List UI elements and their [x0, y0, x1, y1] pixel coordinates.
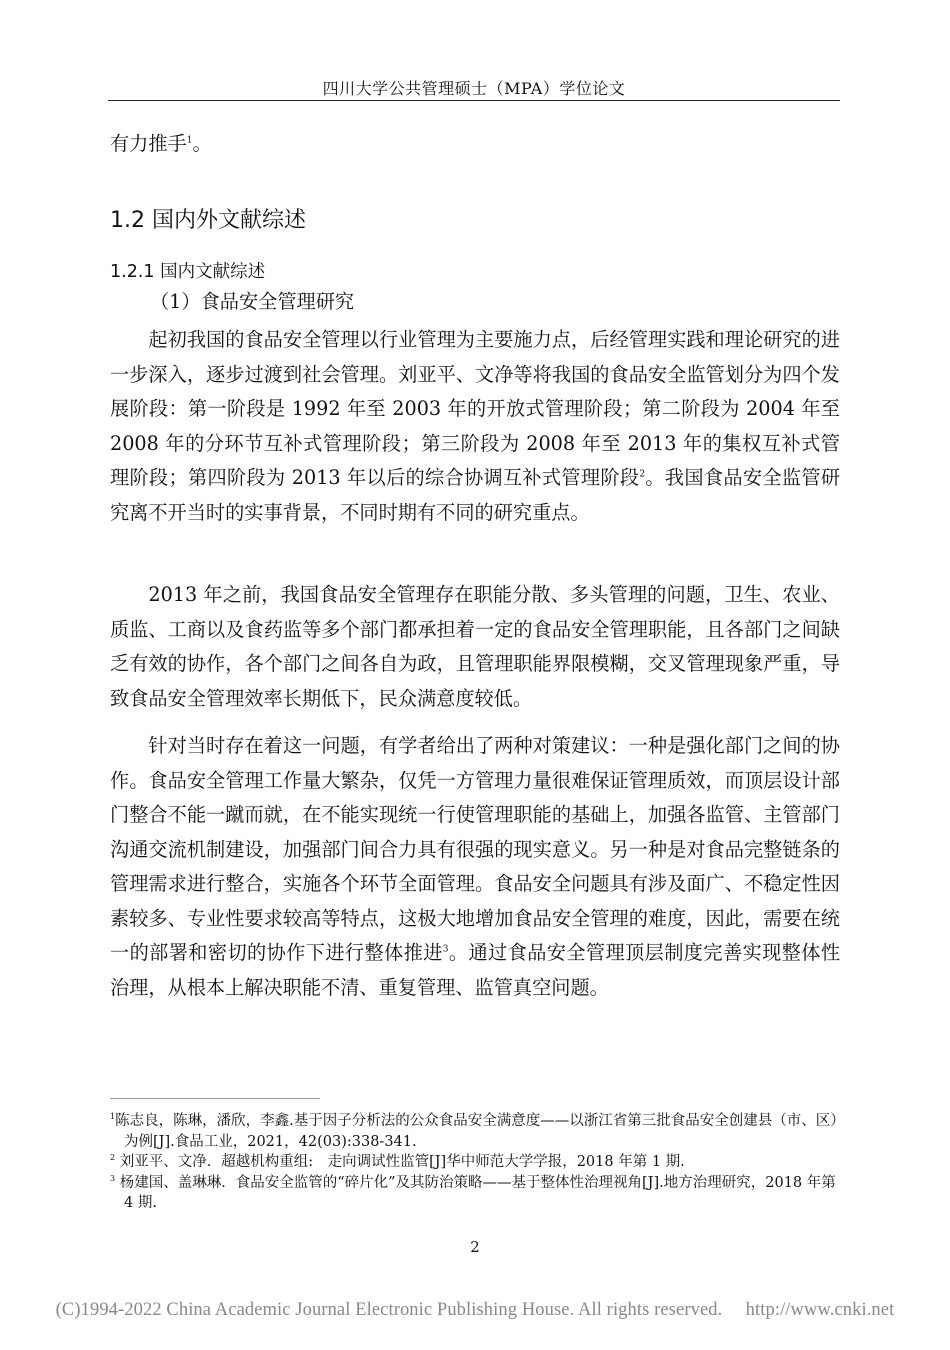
footnote-ref-2[interactable]: 2: [639, 469, 646, 480]
paragraph-continuation: [110, 127, 840, 162]
footnotes: [110, 1111, 840, 1214]
subsection-heading: 1.2.1 国内文献综述: [110, 262, 266, 282]
footnote-mark: 1: [110, 1112, 116, 1122]
header-rule: [108, 100, 840, 101]
copyright-watermark: (C)1994-2022 China Academic Journal Electronic Publishing House. All rights reserved. http://www.cnki.net: [55, 1300, 895, 1320]
footnote-1: [110, 1111, 840, 1152]
paragraph-text: 有力推手: [110, 132, 187, 155]
footnote-text: 刘亚平、文净．超越机构重组: 走向调试性监管[J]华中师范大学学报，2018 年第 1 期.: [115, 1154, 685, 1170]
footnote-mark: 2: [110, 1153, 116, 1163]
page-number: 2: [470, 1238, 480, 1256]
paragraph-text: 针对当时存在着这一问题，有学者给出了两种对策建议：一种是强化部门之间的协作。食品安全管理工作量大繁杂，仅凭一方管理力量很难保证管理质效，而顶层设计部门整合不能一蹴而就，在不能实现统一行使管理职能的基础上，加强各监管、主管部门沟通交流机制建设，加强部门间合力具有很强的现实意义。另一种是对食品完整链条的管理需求进行整合，实施各个环节全面管理。食品安全问题具有涉及面广、不稳定性因素较多、专业性要求较高等特点，这极大地增加食品安全管理的难度，因此，需要在统一的部署和密切的协作下进行整体推进: [110, 734, 840, 964]
footnote-ref-1[interactable]: 1: [186, 135, 193, 146]
paragraph-text: 。: [192, 132, 212, 155]
footnote-2: [110, 1152, 840, 1173]
section-heading: 1.2 国内外文献综述: [110, 208, 306, 233]
paragraph-suggestions: [110, 729, 840, 1005]
running-header: 四川大学公共管理硕士（MPA）学位论文: [322, 79, 626, 98]
topic-heading: （1）食品安全管理研究: [150, 290, 355, 313]
footnote-ref-3[interactable]: 3: [442, 944, 449, 955]
footnote-text: 陈志良，陈琳，潘欣，李鑫.基于因子分析法的公众食品安全满意度——以浙江省第三批食品安全创建县（市、区）为例[J].食品工业，2021，42(03):338-341.: [115, 1113, 838, 1150]
footnote-rule: [110, 1098, 320, 1099]
paragraph-stages: [110, 323, 840, 530]
paragraph-text: 起初我国的食品安全管理以行业管理为主要施力点，后经管理实践和理论研究的进一步深入，逐步过渡到社会管理。刘亚平、文净等将我国的食品安全监管划分为四个发展阶段：第一阶段是 1992 年至 2003 年的开放式管理阶段；第二阶段为 2004 年至 2008 年的分环节互补式管理阶段；第三阶段为 2008 年至 2013 年的集权互补式管理阶段；第四阶段为 2013 年以后的综合协调互补式管理阶段: [110, 328, 840, 489]
footnote-mark: 3: [110, 1173, 116, 1183]
paragraph-before-2013: 2013 年之前，我国食品安全管理存在职能分散、多头管理的问题，卫生、农业、质监、工商以及食药监等多个部门都承担着一定的食品安全管理职能，且各部门之间缺乏有效的协作，各个部门之间各自为政，且管理职能界限模糊，交叉管理现象严重，导致食品安全管理效率长期低下，民众满意度较低。: [110, 583, 840, 710]
footnote-text: 杨建国、盖琳琳．食品安全监管的“碎片化”及其防治策略——基于整体性治理视角[J].地方治理研究，2018 年第 4 期.: [115, 1174, 836, 1211]
footnote-3: [110, 1173, 840, 1214]
paragraph-text: 。我国食品安全监管研究离不开当时的实事背景，不同时期有不同的研究重点。: [110, 466, 841, 524]
paragraph-text: 。通过食品安全管理顶层制度完善实现整体性治理，从根本上解决职能不清、重复管理、监管真空问题。: [110, 941, 841, 999]
